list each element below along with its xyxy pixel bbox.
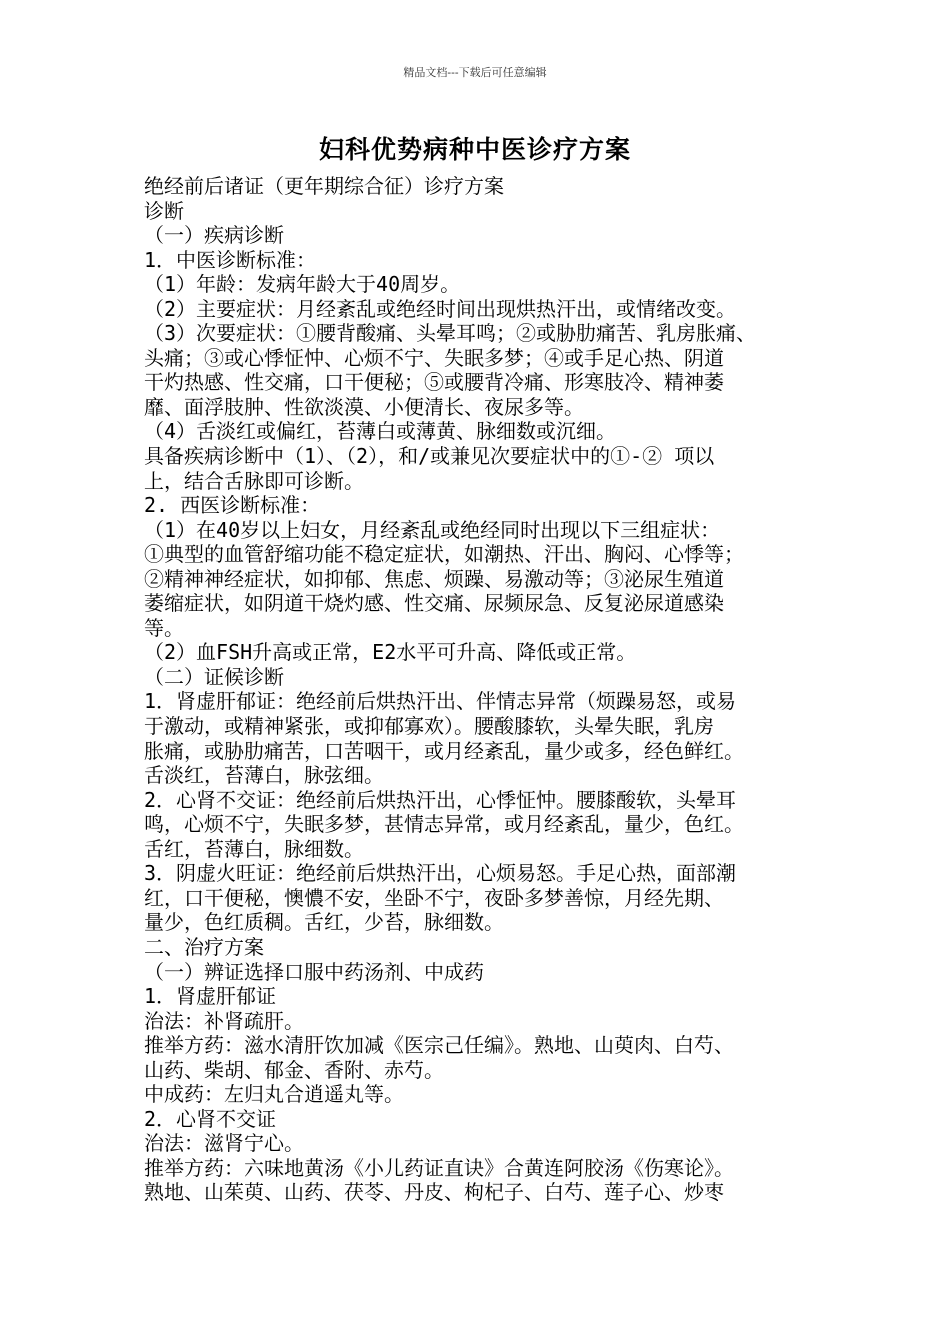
text-line: 鸣，心烦不宁，失眠多梦，甚情志异常，或月经紊乱，量少，色红。 <box>144 812 744 837</box>
text-line: 山药、柴胡、郁金、香附、赤芍。 <box>144 1057 444 1082</box>
text-line: （一）疾病诊断 <box>144 223 284 248</box>
text-line: 熟地、山茱萸、山药、茯苓、丹皮、枸杞子、白芍、莲子心、炒枣 <box>144 1180 724 1205</box>
text-line: 3．阴虚火旺证：绝经前后烘热汗出，心烦易怒。手足心热，面部潮 <box>144 861 737 886</box>
text-line: （1）在40岁以上妇女，月经紊乱或绝经同时出现以下三组症状： <box>144 517 721 542</box>
text-line: （4）舌淡红或偏红，苔薄白或薄黄、脉细数或沉细。 <box>144 419 617 444</box>
text-line: （3）次要症状：①腰背酸痛、头晕耳鸣；②或胁肋痛苦、乳房胀痛、 <box>144 321 757 346</box>
text-line: （1）年龄：发病年龄大于40周岁。 <box>144 272 461 297</box>
text-line: （2）血FSH升高或正常，E2水平可升高、降低或正常。 <box>144 640 637 665</box>
text-line: （2）主要症状：月经紊乱或绝经时间出现烘热汗出，或情绪改变。 <box>144 296 737 321</box>
text-line: 于激动，或精神紧张，或抑郁寡欢）。腰酸膝软，头晕失眠，乳房 <box>144 714 714 739</box>
text-line: 上，结合舌脉即可诊断。 <box>144 468 364 493</box>
text-line: （一）辨证选择口服中药汤剂、中成药 <box>144 959 484 984</box>
text-line: 绝经前后诸证（更年期综合征）诊疗方案 <box>144 174 504 198</box>
text-line: 红，口干便秘，懊憹不安，坐卧不宁，夜卧多梦善惊，月经先期、 <box>144 885 724 910</box>
text-line: 诊断 <box>144 198 184 223</box>
text-line: 2．心肾不交证：绝经前后烘热汗出，心悸怔忡。腰膝酸软，头晕耳 <box>144 787 737 812</box>
text-line: 靡、面浮肢肿、性欲淡漠、小便清长、夜尿多等。 <box>144 394 584 419</box>
text-line: 二、治疗方案 <box>144 934 264 959</box>
text-line: 治法：补肾疏肝。 <box>144 1008 304 1033</box>
text-line: 2. 西医诊断标准： <box>144 493 321 518</box>
text-line: 胀痛，或胁肋痛苦，口苦咽干，或月经紊乱，量少或多，经色鲜红。 <box>144 738 744 763</box>
text-line: 舌红，苔薄白，脉细数。 <box>144 836 364 861</box>
text-line: 1．肾虚肝郁证：绝经前后烘热汗出、伴情志异常（烦躁易怒，或易 <box>144 689 737 714</box>
text-line: 中成药：左归丸合逍遥丸等。 <box>144 1082 404 1107</box>
text-line: 推举方药：滋水清肝饮加减《医宗己任编》。熟地、山萸肉、白芍、 <box>144 1033 734 1058</box>
document-title: 妇科优势病种中医诊疗方案 <box>318 135 631 164</box>
text-line: 1．肾虚肝郁证 <box>144 984 277 1009</box>
document-body <box>144 174 829 1205</box>
text-line: 干灼热感、性交痛，口干便秘；⑤或腰背冷痛、形寒肢冷、精神萎 <box>144 370 724 395</box>
text-line: （二）证候诊断 <box>144 664 284 689</box>
text-line: 治法：滋肾宁心。 <box>144 1131 304 1156</box>
text-line: 等。 <box>144 615 184 640</box>
text-line: 头痛；③或心悸怔忡、心烦不宁、失眠多梦；④或手足心热、阴道 <box>144 345 724 370</box>
text-line: 1．中医诊断标准： <box>144 247 317 272</box>
text-line: 舌淡红，苔薄白，脉弦细。 <box>144 763 384 788</box>
text-line: 推举方药：六味地黄汤《小儿药证直诀》合黄连阿胶汤《伤寒论》。 <box>144 1155 734 1180</box>
text-line: ①典型的血管舒缩功能不稳定症状，如潮热、汗出、胸闷、心悸等； <box>144 542 744 567</box>
text-line: 量少，色红质稠。舌红，少苔，脉细数。 <box>144 910 504 935</box>
text-line: 2．心肾不交证 <box>144 1106 277 1131</box>
text-line: 萎缩症状，如阴道干烧灼感、性交痛、尿频尿急、反复泌尿道感染 <box>144 591 724 616</box>
text-line: 具备疾病诊断中（1）、（2），和/或兼见次要症状中的①-② 项以 <box>144 444 715 469</box>
text-line: ②精神神经症状，如抑郁、焦虑、烦躁、易激动等；③泌尿生殖道 <box>144 566 724 591</box>
page-header: 精品文档---下载后可任意编辑 <box>403 66 547 79</box>
